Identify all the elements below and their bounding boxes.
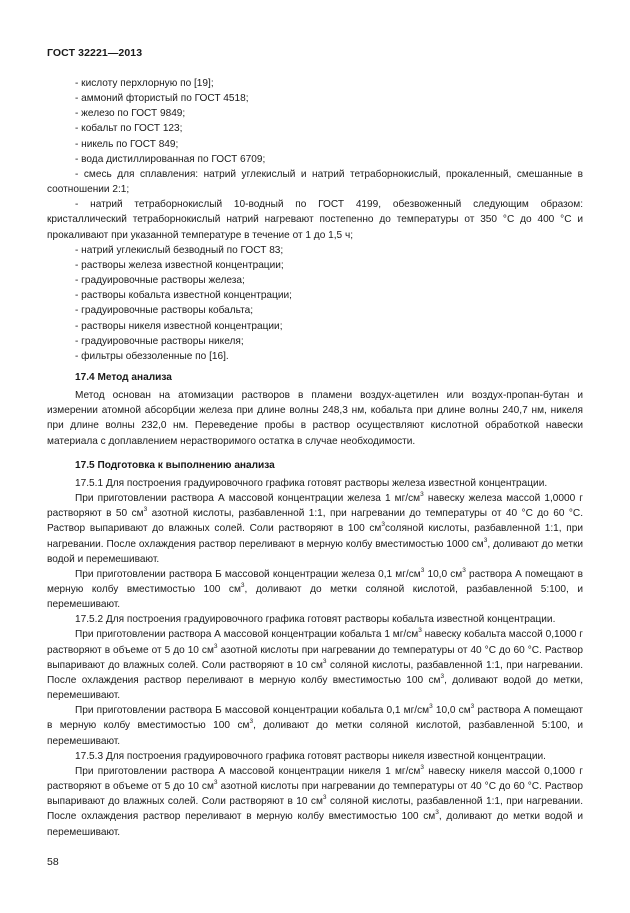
document-header: ГОСТ 32221—2013 — [47, 47, 143, 59]
list-item: - натрий углекислый безводный по ГОСТ 83; — [75, 244, 284, 256]
paragraph-cobalt-solution-a: При приготовлении раствора А массовой концентрации кобальта 1 $мг/см^3$ навеску кобальта массой 0,1000 г растворяют в объеме от 5 до 10 $см^3$ азотной кислоты при нагревании до температуры от 40 °С до 60 °С. Раствор выпаривают до влажных солей. Соли растворяют в 10 $см^3$ соляной кислоты, разбавленной 1:1, при нагревании. После охлаждения раствор переливают в мерную колбу вместимостью 100 $см^3$, доливают водой до метки, перемешивают. — [47, 627, 584, 702]
list-item: - железо по ГОСТ 9849; — [75, 108, 186, 120]
paragraph-nickel-solution-a: При приготовлении раствора А массовой концентрации никеля 1 $мг/см^3$ навеску никеля массой 0,1000 г растворяют в объеме от 5 до 10 $см^3$ азотной кислоты при нагревании до температуры от 40 °С до 60 °С. Раствор выпаривают до влажных солей. Соли растворяют в 10 $см^3$ соляной кислоты, разбавленной 1:1, при нагревании. После охлаждения раствор переливают в мерную колбу вместимостью 100 $см^3$, доливают до метки водой и перемешивают. — [47, 763, 583, 838]
document-body — [47, 76, 583, 840]
method-paragraph: Метод основан на атомизации растворов в пламени воздух-ацетилен или воздух-пропан-бутан и измерении атомной абсорбции железа при длине волны 248,3 нм, кобальта при длине волны 240,7 нм, никеля при длине волны 232,0 нм. Переведение пробы в раствор осуществляют кислотной обработкой навески материала с доплавлением нерастворимого остатка в случае необходимости. — [47, 390, 583, 447]
paragraph-17-5-1: 17.5.1 Для построения градуировочного графика готовят растворы железа известной концентрации. — [75, 477, 548, 489]
paragraph-iron-solution-b: При приготовлении раствора Б массовой концентрации железа 0,1 $мг/см^3$ 10,0 $см^3$ раствора А помещают в мерную колбу вместимостью 100 $см^3$, доливают до метки соляной кислотой, разбавленной 5:100, и перемешивают. — [47, 566, 584, 611]
page-number: 58 — [47, 856, 59, 868]
paragraph-iron-solution-a: При приготовлении раствора А массовой концентрации железа 1 $мг/см^3$ навеску железа массой 1,0000 г растворяют в 50 $см^3$ азотной кислоты, разбавленной 1:1, при нагревании до температуры от 40 °С до 60 °С. Раствор выпаривают до влажных солей. Соли растворяют в 100 $см^3соляной$ кислоты, разбавленной 1:1, при нагревании. После охлаждения раствор переливают в мерную колбу вместимостью 1000 $см^3$, доливают до метки водой и перемешивают. — [47, 491, 584, 565]
list-item: - никель по ГОСТ 849; — [75, 138, 179, 150]
list-item: - натрий тетраборнокислый 10-водный по ГОСТ 4199, обезвоженный следующим образом: кристаллический тетраборнокислый натрий нагревают постепенно до температуры от 350 °С до 400 °С и прокаливают при указанной температуре в течение от 1 до 1,5 ч; — [47, 199, 583, 241]
list-item: - растворы никеля известной концентрации; — [75, 320, 283, 332]
materials-list — [47, 76, 583, 364]
list-item: - кобальт по ГОСТ 123; — [75, 123, 183, 135]
list-item: - фильтры обеззоленные по [16]. — [75, 350, 229, 362]
list-item: - вода дистиллированная по ГОСТ 6709; — [75, 153, 266, 165]
list-item: - смесь для сплавления: натрий углекислый и натрий тетраборнокислый, прокаленный, смешанные в соотношении 2:1; — [47, 168, 583, 196]
list-item: - аммоний фтористый по ГОСТ 4518; — [75, 93, 249, 105]
list-item: - кислоту перхлорную по [19]; — [75, 78, 214, 89]
list-item: - растворы кобальта известной концентрации; — [75, 290, 292, 302]
paragraph-17-5-3: 17.5.3 Для построения градуировочного графика готовят растворы никеля известной концентрации. — [75, 750, 546, 762]
paragraph-cobalt-solution-b: При приготовлении раствора Б массовой концентрации кобальта 0,1 $мг/см^3$ 10,0 $см^3$ раствора А помещают в мерную колбу вместимостью 100 $см^3$, доливают до метки соляной кислотой, разбавленной 5:100, и перемешивают. — [47, 703, 583, 747]
list-item: - растворы железа известной концентрации; — [75, 259, 284, 271]
paragraph-17-5-2: 17.5.2 Для построения градуировочного графика готовят растворы кобальта известной концентрации. — [75, 614, 556, 626]
list-item: - градуировочные растворы кобальта; — [75, 305, 254, 317]
section-heading-17-4: 17.4 Метод анализа — [75, 371, 172, 383]
list-item: - градуировочные растворы железа; — [75, 275, 245, 287]
section-heading-17-5: 17.5 Подготовка к выполнению анализа — [75, 459, 275, 471]
list-item: - градуировочные растворы никеля; — [75, 335, 244, 347]
